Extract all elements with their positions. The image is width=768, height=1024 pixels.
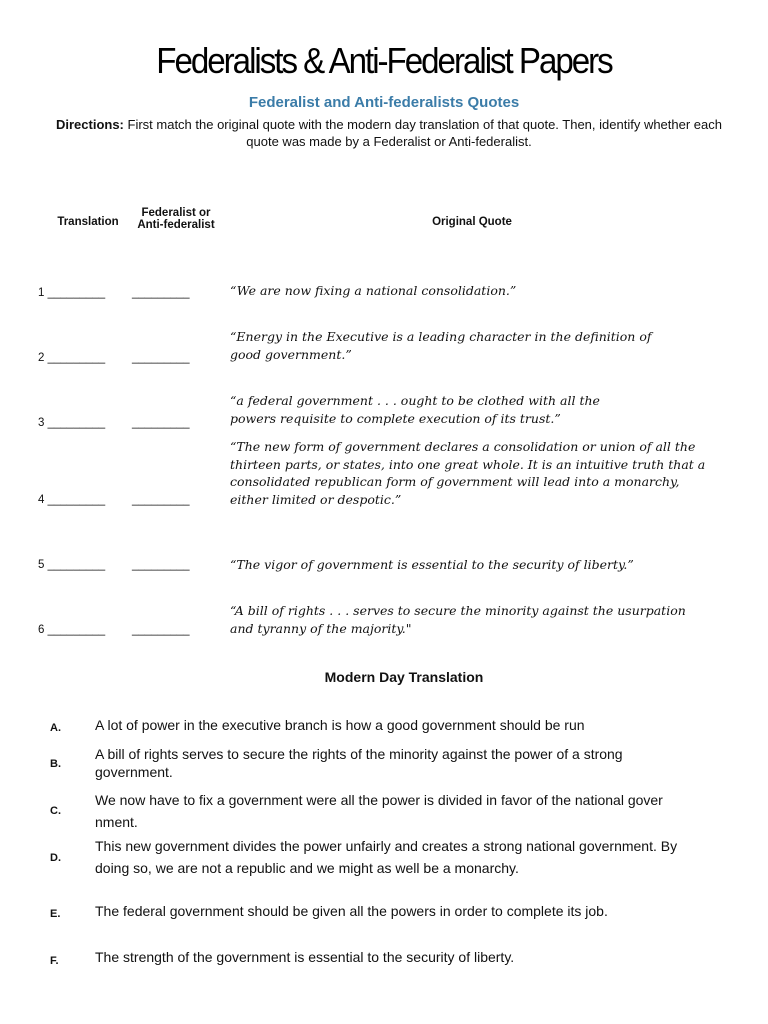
translation-blank[interactable]: _________	[47, 287, 106, 299]
original-quote: “a federal government . . . ought to be clothed with all the powers requisite to complete execution of its trust.”	[230, 393, 600, 426]
row-number: 5	[38, 559, 45, 571]
translation-letter: B.	[50, 758, 61, 770]
row-number: 3	[38, 417, 45, 429]
quote-row-number	[38, 559, 198, 571]
translation-blank[interactable]: _________	[47, 494, 106, 506]
quote-row-number	[38, 494, 198, 506]
original-quote: “A bill of rights . . . serves to secure the minority against the usurpation and tyranny of the majority."	[230, 603, 686, 636]
column-header-federalist-line1: Federalist or	[141, 207, 211, 219]
page-subtitle: Federalist and Anti-federalists Quotes	[248, 94, 520, 111]
original-quote: “The new form of government declares a consolidation or union of all the thirteen parts, or states, into one great whole. It is an intuitive truth that a consolidated republican form of government will lead into a monarchy, either limited or despotic.”	[230, 439, 706, 507]
directions-text: First match the original quote with the modern day translation of that quote. Then, identify whether each quote was made by a Federalist or Anti-federalist.	[123, 117, 722, 149]
translation-blank[interactable]: _________	[47, 417, 106, 429]
translation-text: The federal government should be given all the powers in order to complete its job.	[95, 903, 608, 919]
translation-letter: E.	[50, 908, 61, 920]
translation-blank[interactable]: _________	[47, 624, 106, 636]
original-quote: “Energy in the Executive is a leading character in the definition of good government.”	[230, 329, 652, 362]
translation-text: We now have to fix a government were all the power is divided in favor of the national gover nment.	[95, 792, 663, 830]
federalist-blank[interactable]: _________	[132, 559, 190, 571]
directions-label: Directions:	[55, 117, 124, 132]
translation-letter: A.	[50, 722, 61, 734]
original-quote: “The vigor of government is essential to the security of liberty.”	[230, 557, 634, 572]
modern-translation-heading: Modern Day Translation	[324, 669, 484, 685]
quote-row-number	[38, 417, 198, 429]
federalist-blank[interactable]: _________	[132, 352, 190, 364]
translation-blank[interactable]: _________	[47, 352, 106, 364]
column-header-federalist	[126, 207, 226, 231]
federalist-blank[interactable]: _________	[132, 494, 190, 506]
row-number: 4	[38, 494, 45, 506]
translation-text: The strength of the government is essential to the security of liberty.	[95, 949, 515, 965]
translation-text: A bill of rights serves to secure the rights of the minority against the power of a strong government.	[95, 746, 623, 780]
translation-text: This new government divides the power unfairly and creates a strong national government. By doing so, we are not a republic and we might as well be a monarchy.	[95, 838, 678, 876]
column-header-translation: Translation	[57, 216, 119, 228]
translation-letter: C.	[50, 805, 61, 817]
translation-text: A lot of power in the executive branch is how a good government should be run	[95, 717, 585, 733]
quote-row-number	[38, 352, 198, 364]
row-number: 1	[38, 287, 45, 299]
directions	[46, 116, 732, 150]
quote-row-number	[38, 624, 198, 636]
column-header-federalist-line2: Anti-federalist	[137, 219, 215, 231]
federalist-blank[interactable]: _________	[132, 287, 190, 299]
row-number: 2	[38, 352, 45, 364]
federalist-blank[interactable]: _________	[132, 624, 190, 636]
column-header-quote: Original Quote	[432, 216, 512, 228]
translation-blank[interactable]: _________	[47, 559, 106, 571]
original-quote: “We are now fixing a national consolidation.”	[230, 283, 517, 298]
quote-row-number	[38, 287, 198, 299]
federalist-blank[interactable]: _________	[132, 417, 190, 429]
page-title: Federalists & Anti-Federalist Papers	[156, 40, 612, 81]
row-number: 6	[38, 624, 45, 636]
translation-letter: F.	[50, 955, 59, 967]
translation-letter: D.	[50, 852, 61, 864]
